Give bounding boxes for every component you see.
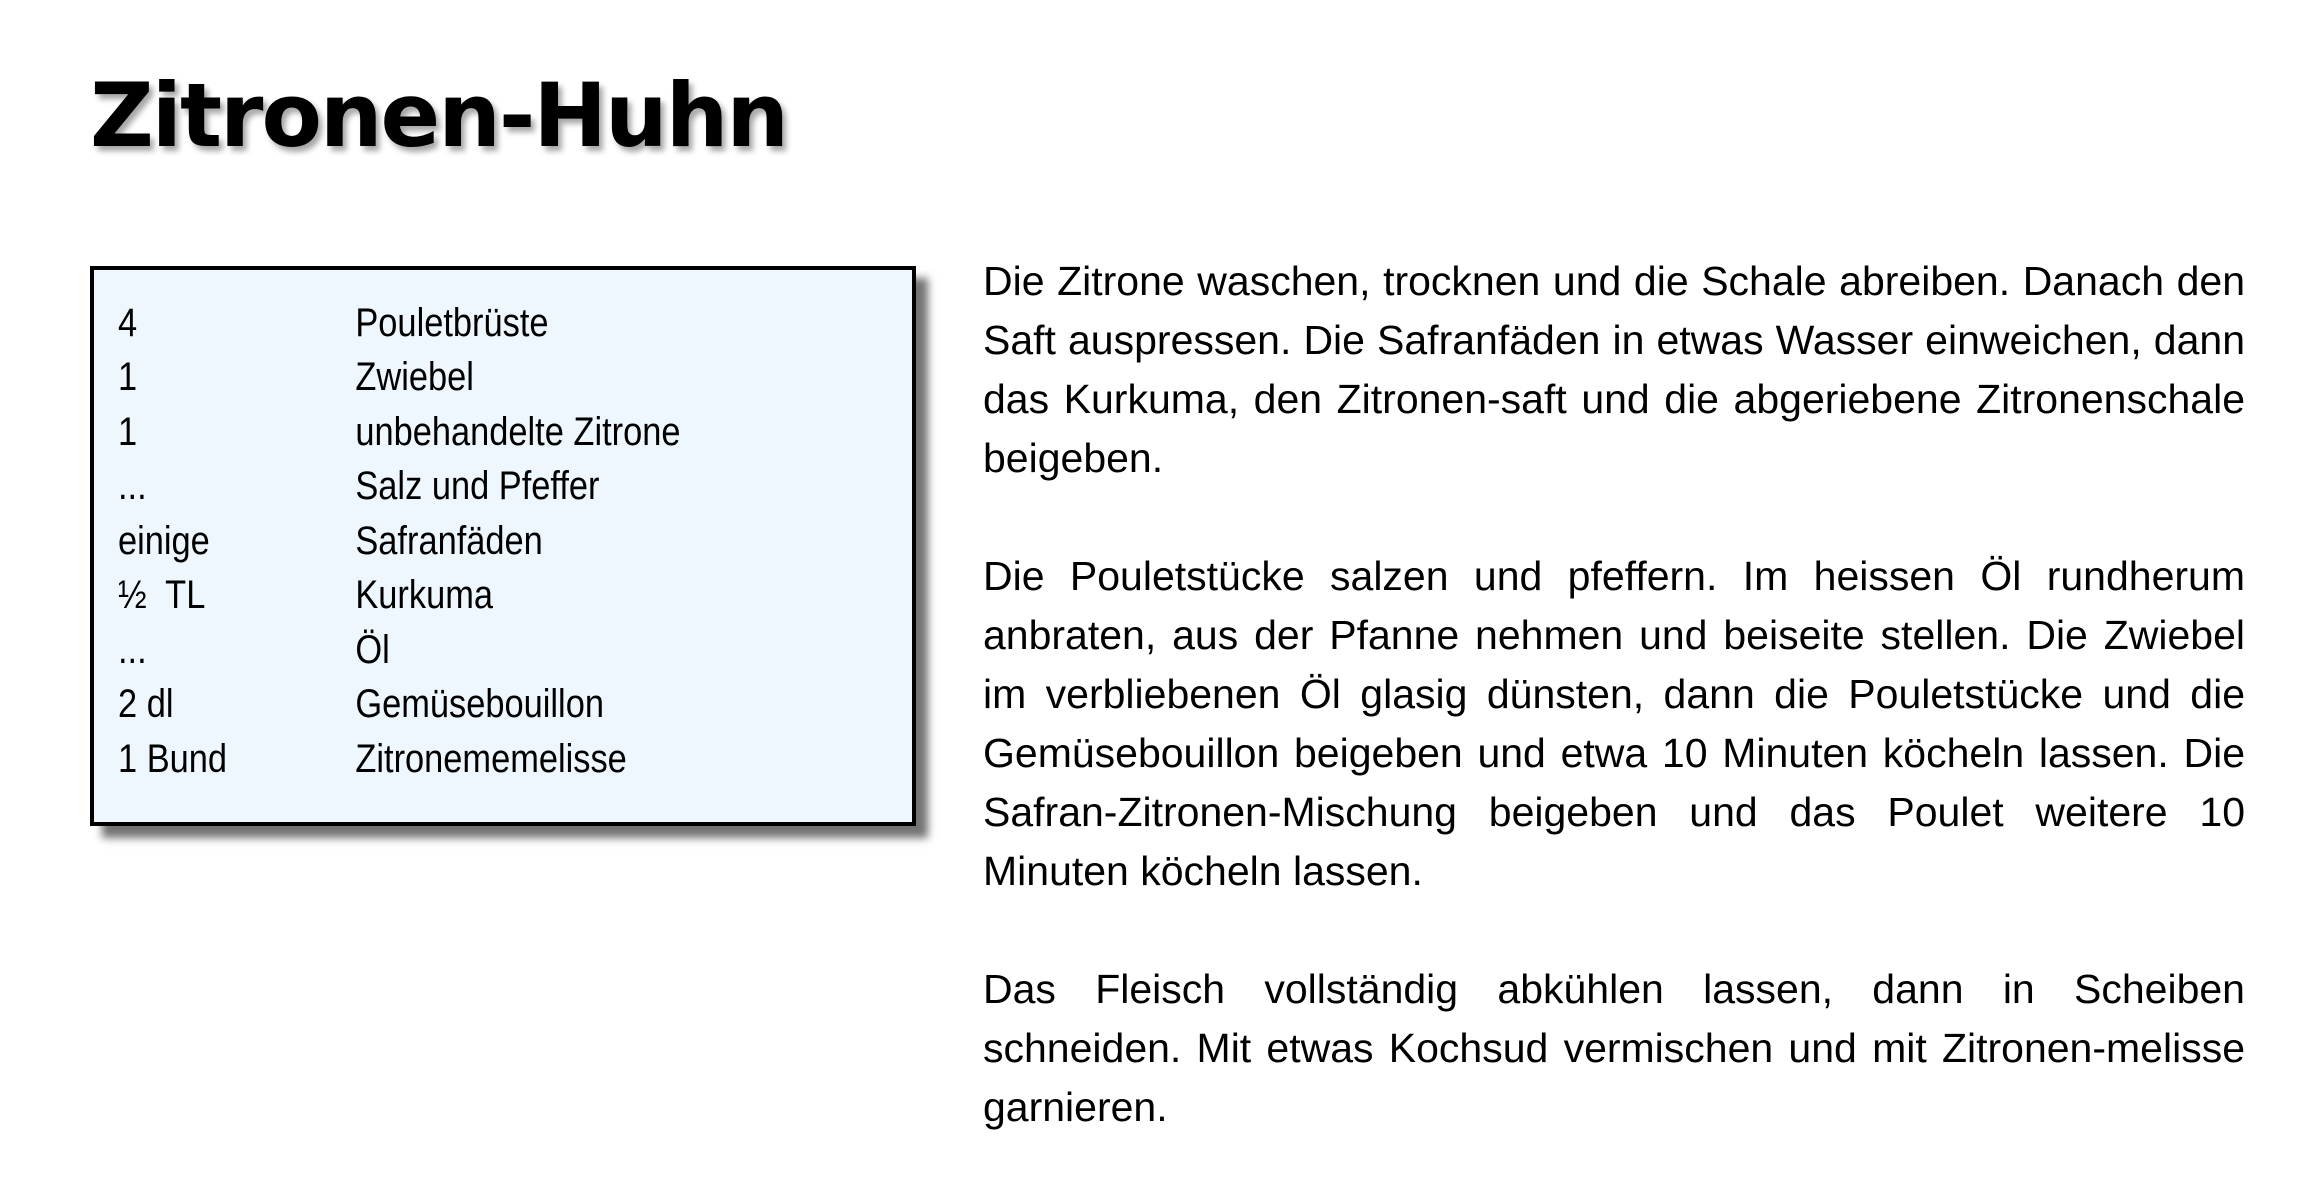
ingredient-quantity: ... [118,464,147,509]
ingredient-name: Zitronememelisse [355,736,627,781]
ingredient-row [118,569,801,624]
instruction-paragraph: Das Fleisch vollständig abkühlen lassen, dann in Scheiben schneiden. Mit etwas Kochsud vermischen und mit Zitronen-melisse garnieren. [983,966,2245,1130]
ingredient-name: Zwiebel [355,355,474,400]
ingredient-row [118,514,801,569]
ingredient-name: unbehandelte Zitrone [355,409,681,454]
ingredient-name: Öl [355,627,390,672]
ingredient-row [118,678,801,733]
page-title: Zitronen-Huhn [90,64,787,167]
instruction-paragraph: Die Zitrone waschen, trocknen und die Schale abreiben. Danach den Saft auspressen. Die Safranfäden in etwas Wasser einweichen, dann das Kurkuma, den Zitronen-saft und die abgeriebene Zitronenschale beigeben. [983,258,2245,481]
ingredient-name: Pouletbrüste [355,300,549,345]
ingredients-box [90,266,916,826]
ingredient-quantity: einige [118,518,210,563]
instruction-paragraph: Die Pouletstücke salzen und pfeffern. Im heissen Öl rundherum anbraten, aus der Pfanne nehmen und beiseite stellen. Die Zwiebel im verbliebenen Öl glasig dünsten, dann die Pouletstücke und die Gemüsebouillon beigeben und etwa 10 Minuten köcheln lassen. Die Safran-Zitronen-Mischung beigeben und das Poulet weitere 10 Minuten köcheln lassen. [983,553,2245,894]
ingredient-name: Safranfäden [355,518,543,563]
ingredient-row [118,732,801,787]
ingredient-row [118,296,801,351]
ingredient-name: Kurkuma [355,573,494,618]
ingredient-quantity: 1 Bund [118,736,228,781]
ingredient-quantity: 4 [118,300,138,345]
ingredient-name: Salz und Pfeffer [355,464,600,509]
ingredient-quantity: 1 [118,355,138,400]
ingredient-name: Gemüsebouillon [355,682,604,727]
ingredient-row [118,351,801,406]
instructions [983,252,2245,1196]
ingredient-row [118,405,801,460]
ingredient-row [118,623,801,678]
ingredient-quantity: 2 dl [118,682,174,727]
ingredient-row [118,460,801,515]
ingredient-quantity: 1 [118,409,138,454]
ingredient-quantity: ½ TL [118,573,206,618]
ingredient-quantity: ... [118,627,147,672]
